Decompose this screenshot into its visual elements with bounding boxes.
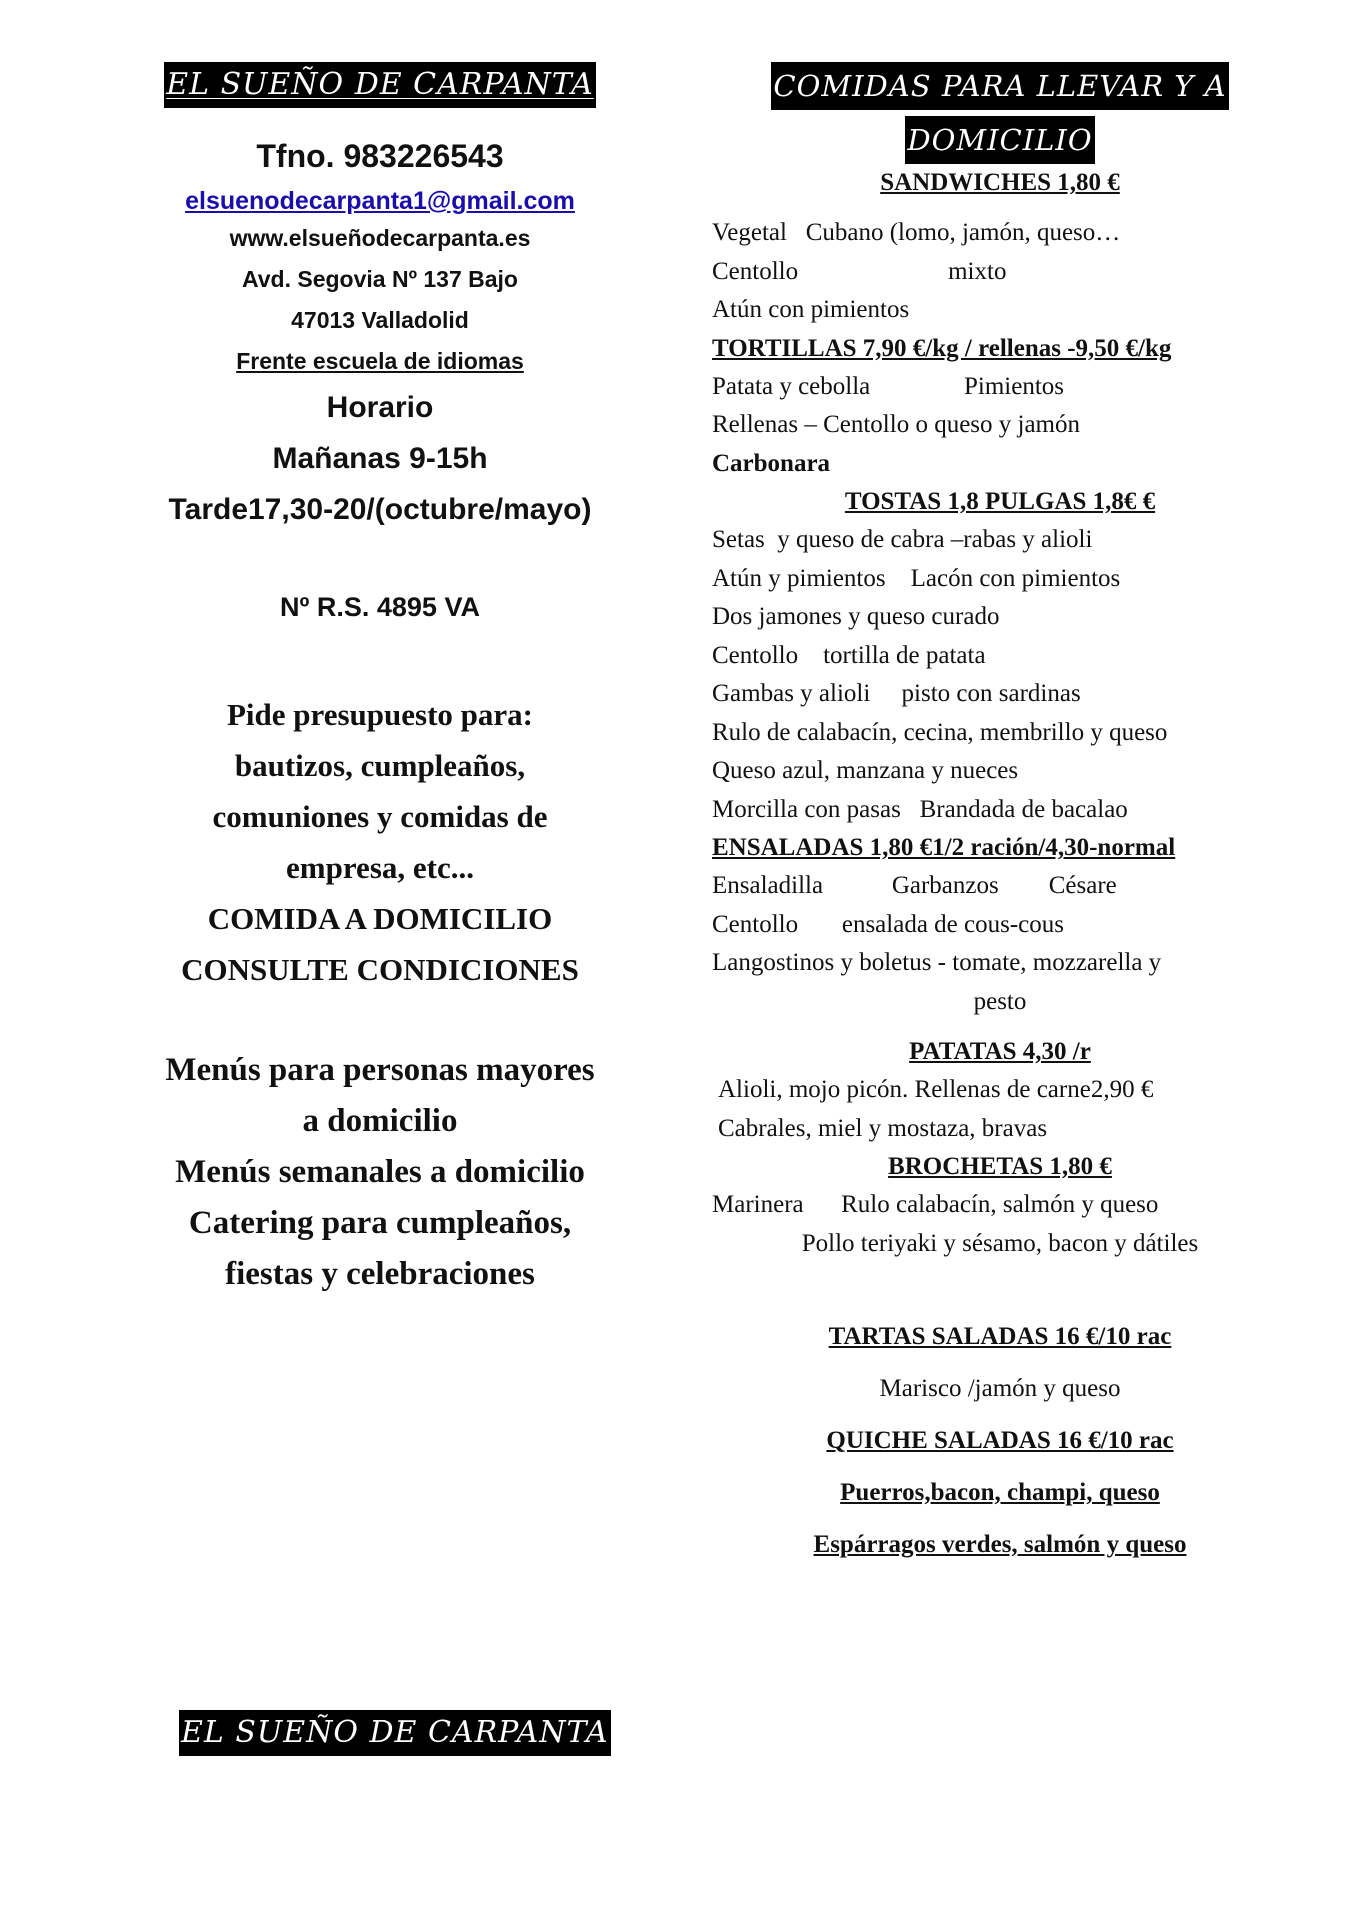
menu-item: Cabrales, miel y mostaza, bravas bbox=[718, 1114, 1048, 1142]
tortillas-heading: TORTILLAS 7,90 €/kg / rellenas -9,50 €/kg bbox=[712, 334, 1172, 362]
menu-item: Queso azul, manzana y nueces bbox=[712, 757, 1019, 784]
address-street: Avd. Segovia Nº 137 Bajo bbox=[242, 266, 518, 292]
menu-item: Espárragos verdes, salmón y queso bbox=[813, 1531, 1187, 1558]
brand-banner-top: EL SUEÑO DE CARPANTA bbox=[164, 62, 596, 108]
menu-item: Centollo tortilla de patata bbox=[712, 641, 986, 669]
promo-line: comuniones y comidas de bbox=[212, 799, 548, 834]
menu-banner-line1: COMIDAS PARA LLEVAR Y A bbox=[771, 62, 1228, 110]
menu-item: pesto bbox=[973, 987, 1027, 1015]
landmark: Frente escuela de idiomas bbox=[236, 348, 524, 374]
menu-item: Carbonara bbox=[712, 449, 831, 477]
service-line: fiestas y celebraciones bbox=[225, 1256, 535, 1292]
promo-line: COMIDA A DOMICILIO bbox=[207, 901, 553, 936]
menu-item: Gambas y alioli pisto con sardinas bbox=[712, 680, 1081, 707]
menu-item: Pollo teriyaki y sésamo, bacon y dátiles bbox=[801, 1229, 1199, 1257]
menu-item: Centollo mixto bbox=[712, 257, 1007, 285]
ensaladas-heading: ENSALADAS 1,80 €1/2 ración/4,30-normal bbox=[712, 834, 1176, 861]
patatas-heading: PATATAS 4,30 /r bbox=[909, 1038, 1091, 1065]
menu-item: Vegetal Cubano (lomo, jamón, queso… bbox=[712, 219, 1121, 246]
menu-item: Alioli, mojo picón. Rellenas de carne2,90 € bbox=[718, 1076, 1154, 1103]
brand-banner-bottom: EL SUEÑO DE CARPANTA bbox=[179, 1710, 611, 1756]
menu-item: Morcilla con pasas Brandada de bacalao bbox=[712, 795, 1128, 823]
menu-item: Setas y queso de cabra –rabas y alioli bbox=[712, 526, 1093, 553]
email-link[interactable]: elsuenodecarpanta1@gmail.com bbox=[185, 187, 575, 215]
menu-item: Patata y cebolla Pimientos bbox=[712, 372, 1065, 400]
menu-item: Puerros,bacon, champi, queso bbox=[840, 1479, 1160, 1506]
tartas-section bbox=[700, 1311, 1300, 1571]
service-line: Catering para cumpleaños, bbox=[188, 1205, 572, 1241]
hours-afternoon: Tarde17,30-20/(octubre/mayo) bbox=[168, 493, 592, 526]
menu-item: Langostinos y boletus - tomate, mozzarella y bbox=[712, 949, 1162, 976]
menu-column bbox=[700, 62, 1300, 1571]
menu-item: Atún y pimientos Lacón con pimientos bbox=[712, 564, 1121, 592]
promo-block bbox=[105, 689, 655, 995]
phone-number: Tfno. 983226543 bbox=[256, 138, 504, 174]
promo-line: Pide presupuesto para: bbox=[226, 697, 533, 732]
menu-item: Rellenas – Centollo o queso y jamón bbox=[712, 411, 1081, 438]
hours-title: Horario bbox=[326, 391, 434, 424]
service-line: Menús para personas mayores bbox=[165, 1052, 595, 1088]
quiche-heading: QUICHE SALADAS 16 €/10 rac bbox=[826, 1427, 1174, 1454]
service-line: Menús semanales a domicilio bbox=[175, 1154, 585, 1190]
sandwiches-heading: SANDWICHES 1,80 € bbox=[880, 169, 1120, 196]
promo-line: empresa, etc... bbox=[286, 850, 474, 885]
tartas-heading: TARTAS SALADAS 16 €/10 rac bbox=[828, 1323, 1172, 1350]
promo-line: bautizos, cumpleaños, bbox=[234, 748, 526, 783]
menu-item: Marinera Rulo calabacín, salmón y queso bbox=[712, 1191, 1159, 1218]
registry-number: Nº R.S. 4895 VA bbox=[280, 592, 480, 622]
menu-item: Marisco /jamón y queso bbox=[879, 1375, 1121, 1402]
hours-morning: Mañanas 9-15h bbox=[272, 442, 488, 475]
contact-column bbox=[105, 62, 655, 1300]
address-city: 47013 Valladolid bbox=[291, 307, 469, 333]
brand-banner-bottom-wrap bbox=[179, 1710, 611, 1756]
menu-item: Atún con pimientos bbox=[712, 296, 910, 323]
brochetas-heading: BROCHETAS 1,80 € bbox=[888, 1153, 1112, 1180]
tostas-heading: TOSTAS 1,8 PULGAS 1,8€ € bbox=[844, 488, 1156, 515]
menu-banner-line2: DOMICILIO bbox=[905, 116, 1094, 164]
menu-item: Ensaladilla Garbanzos Césare bbox=[712, 872, 1117, 899]
promo-line: CONSULTE CONDICIONES bbox=[181, 952, 579, 987]
website: www.elsueñodecarpanta.es bbox=[229, 225, 531, 251]
services-block bbox=[105, 1045, 655, 1300]
service-line: a domicilio bbox=[302, 1103, 458, 1139]
menu-item: Dos jamones y queso curado bbox=[712, 603, 1000, 630]
menu-item: Centollo ensalada de cous-cous bbox=[712, 910, 1064, 938]
menu-item: Rulo de calabacín, cecina, membrillo y queso bbox=[712, 718, 1168, 746]
